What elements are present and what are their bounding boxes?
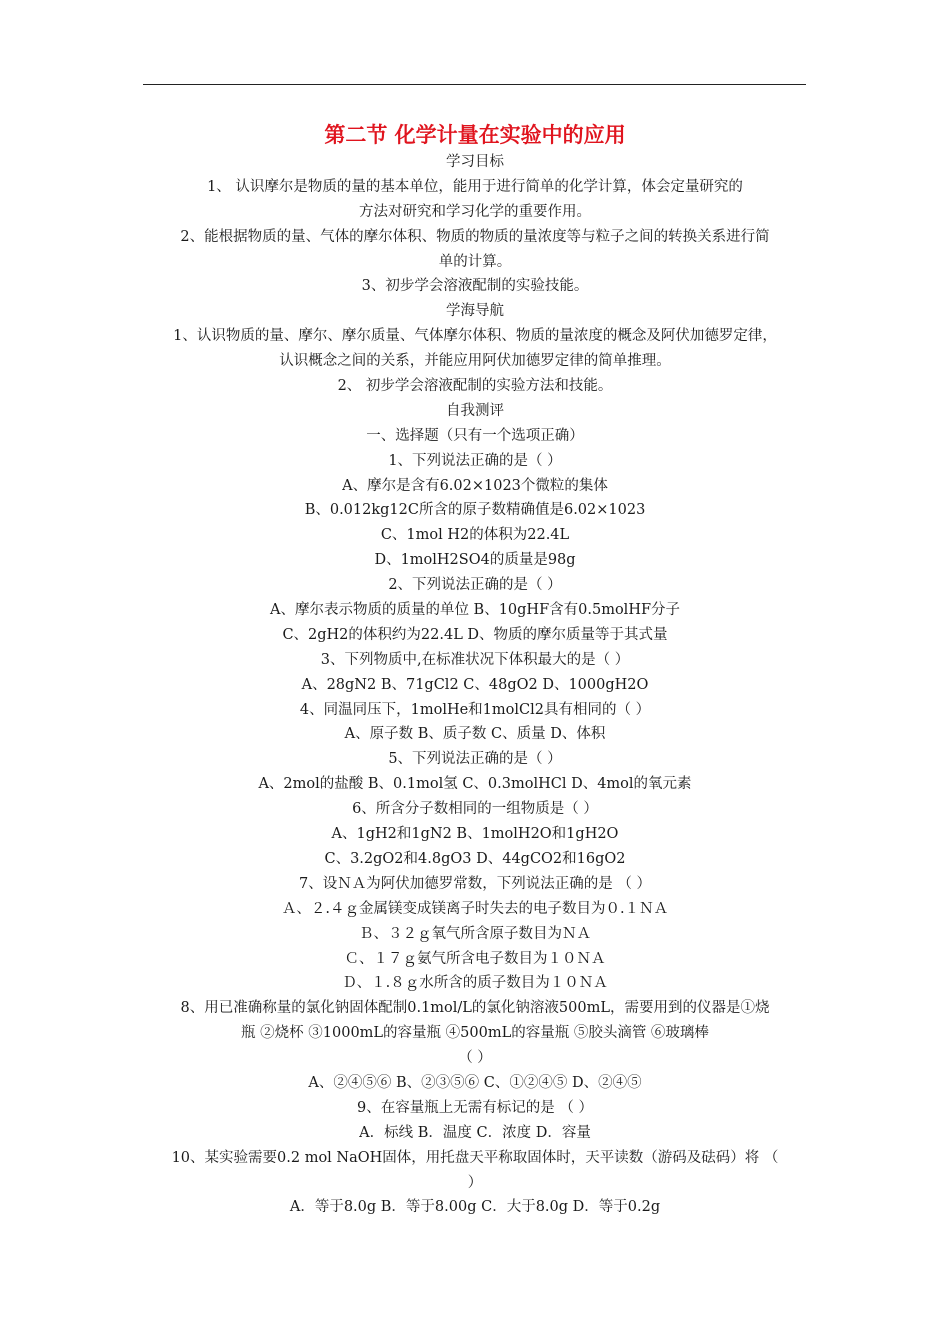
question-6: 6、所含分子数相同的一组物质是（ ） <box>352 801 598 818</box>
heading-objectives: 学习目标 <box>446 154 504 170</box>
q6-options-ab: A、1gH2和1gN2 B、1molH2O和1gH2O <box>331 826 619 843</box>
header-rule <box>143 84 806 85</box>
q9-options: A．标线 B．温度 C．浓度 D．容量 <box>359 1124 591 1141</box>
q10-options: A．等于8.0g B．等于8.00g C．大于8.0g D．等于0.2g <box>289 1199 661 1216</box>
question-8-cont: 瓶 ②烧杯 ③1000mL的容量瓶 ④500mL的容量瓶 ⑤胶头滴管 ⑥玻璃棒 <box>241 1025 709 1042</box>
guide-1: 1、认识物质的量、摩尔、摩尔质量、气体摩尔体积、物质的量浓度的概念及阿伏加德罗定律， <box>173 328 777 345</box>
section-choice: 一、选择题（只有一个选项正确） <box>366 427 584 444</box>
q6-options-cd: C、3.2gO2和4.8gO3 D、44gCO2和16gO2 <box>324 850 626 867</box>
objective-1: 1、 认识摩尔是物质的量的基本单位，能用于进行简单的化学计算，体会定量研究的 <box>207 178 743 195</box>
q1-option-d: D、1molH2SO4的质量是98g <box>374 552 576 569</box>
guide-2: 2、 初步学会溶液配制的实验方法和技能。 <box>337 378 613 395</box>
question-10-cont: ） <box>467 1174 483 1191</box>
q1-option-b: B、0.012kg12C所含的原子数精确值是6.02×1023 <box>304 502 646 519</box>
q8-options: A、②④⑤⑥ B、②③⑤⑥ C、①②④⑤ D、②④⑤ <box>308 1074 642 1091</box>
q7-option-b: Ｂ、３２ｇ氧气所含原子数目为ＮＡ <box>359 925 591 942</box>
question-10: 10、某实验需要0.2 mol NaOH固体，用托盘天平称取固体时，天平读数（游码及砝码）将 （ <box>171 1149 779 1166</box>
heading-self-test: 自我测评 <box>446 402 504 419</box>
q7-option-c: Ｃ、１７ｇ氨气所含电子数目为１０ＮＡ <box>344 950 606 967</box>
question-8: 8、用已准确称量的氯化钠固体配制0.1mol/L的氯化钠溶液500mL，需要用到的仪器是①烧 <box>180 1000 770 1017</box>
objective-2-cont: 单的计算。 <box>438 253 512 270</box>
q4-options: A、原子数 B、质子数 C、质量 D、体积 <box>344 726 606 743</box>
section-title: 第二节 化学计量在实验中的应用 <box>324 123 626 147</box>
q5-options: A、2mol的盐酸 B、0.1mol氢 C、0.3molHCl D、4mol的氧元素 <box>258 776 692 793</box>
document-body <box>140 120 810 1220</box>
guide-1-cont: 认识概念之间的关系，并能应用阿伏加德罗定律的简单推理。 <box>279 353 671 370</box>
q2-options-ab: A、摩尔表示物质的质量的单位 B、10gHF含有0.5molHF分子 <box>269 602 681 619</box>
content-lines <box>140 150 810 1220</box>
question-7: 7、设ＮＡ为阿伏加德罗常数，下列说法正确的是 （ ） <box>299 875 651 892</box>
q3-options: A、28gN2 B、71gCl2 C、48gO2 D、1000gH2O <box>301 676 649 693</box>
q1-option-a: A、摩尔是含有6.02×1023个微粒的集体 <box>342 477 608 494</box>
q7-option-d: Ｄ、１.８ｇ水所含的质子数目为１０ＮＡ <box>342 975 608 992</box>
question-1: 1、下列说法正确的是（ ） <box>388 452 562 469</box>
objective-2: 2、能根据物质的量、气体的摩尔体积、物质的物质的量浓度等与粒子之间的转换关系进行简 <box>180 228 770 245</box>
heading-guide: 学海导航 <box>446 303 504 320</box>
question-2: 2、下列说法正确的是（ ） <box>388 577 562 594</box>
question-3: 3、下列物质中,在标准状况下体积最大的是（ ） <box>320 651 630 668</box>
question-9: 9、在容量瓶上无需有标记的是 （ ） <box>357 1099 593 1116</box>
question-8-blank: （ ） <box>458 1050 492 1067</box>
objective-3: 3、初步学会溶液配制的实验技能。 <box>361 278 589 295</box>
q1-option-c: C、1mol H2的体积为22.4L <box>380 527 570 544</box>
question-5: 5、下列说法正确的是（ ） <box>388 751 562 768</box>
objective-1-cont: 方法对研究和学习化学的重要作用。 <box>359 203 591 220</box>
q2-options-cd: C、2gH2的体积约为22.4L D、物质的摩尔质量等于其式量 <box>282 626 668 643</box>
q7-option-a: Ａ、２.４ｇ金属镁变成镁离子时失去的电子数目为０.１ＮＡ <box>281 900 669 917</box>
question-4: 4、同温同压下，1molHe和1molCl2具有相同的（ ） <box>299 701 651 718</box>
